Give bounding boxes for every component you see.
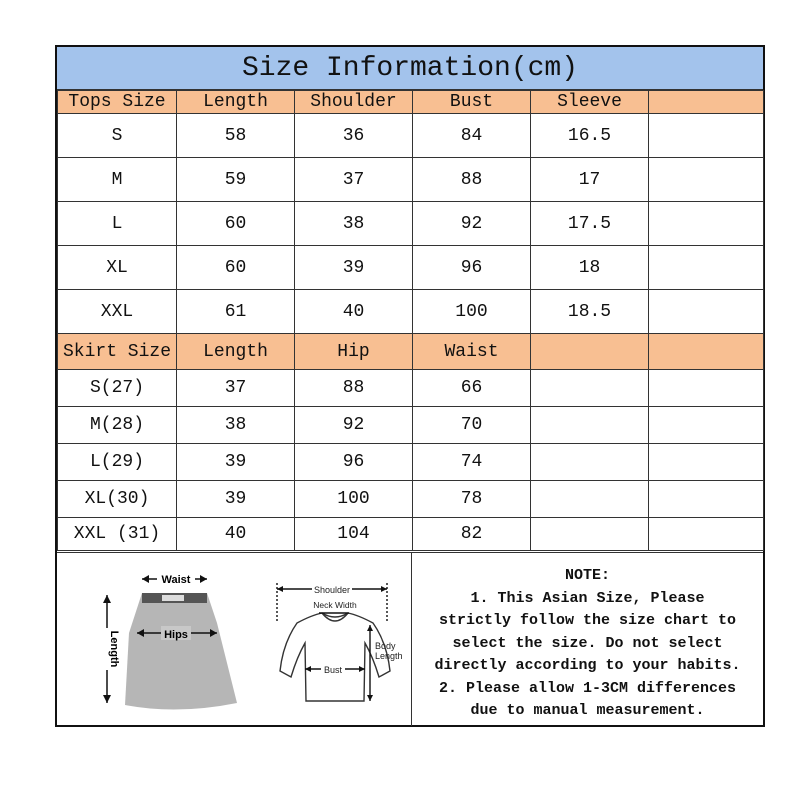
note-line: 2. Please allow 1-3CM differences [438, 679, 737, 697]
table-cell: XXL (31) [58, 518, 177, 551]
neck-width-label: Neck Width [313, 600, 357, 610]
header-cell: Hip [295, 334, 413, 370]
skirt-illustration [100, 571, 237, 710]
size-chart [55, 45, 765, 727]
length-label: Length [108, 630, 120, 668]
header-cell: Bust [413, 91, 531, 114]
table-cell: S(27) [58, 370, 177, 407]
table-cell: 66 [413, 370, 531, 407]
table-cell: M(28) [58, 407, 177, 444]
table-cell: 70 [413, 407, 531, 444]
table-cell: L(29) [58, 444, 177, 481]
skirt-row [58, 481, 764, 518]
skirt-row [58, 444, 764, 481]
tops-row [58, 158, 764, 202]
table-cell [531, 370, 649, 407]
table-cell: 58 [177, 114, 295, 158]
tops-header-row [58, 91, 764, 114]
header-cell: Waist [413, 334, 531, 370]
measurement-illustration [57, 553, 411, 726]
table-cell: M [58, 158, 177, 202]
table-cell: 18 [531, 246, 649, 290]
table-cell [649, 370, 764, 407]
table-cell: 59 [177, 158, 295, 202]
skirt-row [58, 518, 764, 551]
tops-row [58, 290, 764, 334]
table-cell: 96 [295, 444, 413, 481]
note-line: select the size. Do not select [452, 634, 723, 652]
header-cell: Shoulder [295, 91, 413, 114]
table-cell: 37 [295, 158, 413, 202]
table-cell: 82 [413, 518, 531, 551]
table-cell: 61 [177, 290, 295, 334]
table-cell: L [58, 202, 177, 246]
table-cell: 60 [177, 246, 295, 290]
table-cell: XL(30) [58, 481, 177, 518]
info-section [57, 552, 763, 726]
size-table [57, 90, 764, 551]
table-cell: XXL [58, 290, 177, 334]
table-cell: 39 [177, 444, 295, 481]
hips-label: Hips [164, 629, 188, 641]
tops-row [58, 246, 764, 290]
table-cell [649, 407, 764, 444]
table-cell: XL [58, 246, 177, 290]
table-cell: 37 [177, 370, 295, 407]
header-cell [531, 334, 649, 370]
table-cell [649, 444, 764, 481]
table-cell: 104 [295, 518, 413, 551]
table-cell: 36 [295, 114, 413, 158]
table-cell: 39 [295, 246, 413, 290]
note-heading: NOTE: [564, 567, 610, 584]
table-cell: 78 [413, 481, 531, 518]
table-cell: 92 [413, 202, 531, 246]
skirt-row [58, 407, 764, 444]
table-cell [649, 290, 764, 334]
header-cell: Sleeve [531, 91, 649, 114]
shoulder-label: Shoulder [313, 585, 351, 595]
table-cell: 18.5 [531, 290, 649, 334]
header-cell: Length [177, 91, 295, 114]
tops-row [58, 202, 764, 246]
table-cell: 88 [295, 370, 413, 407]
chart-title: Size Information(cm) [57, 47, 763, 90]
skirt-header-row [58, 334, 764, 370]
table-cell: 38 [177, 407, 295, 444]
table-cell: 84 [413, 114, 531, 158]
table-cell [531, 407, 649, 444]
table-cell: 40 [295, 290, 413, 334]
table-cell: 38 [295, 202, 413, 246]
header-cell: Skirt Size [58, 334, 177, 370]
table-cell: 39 [177, 481, 295, 518]
table-cell: S [58, 114, 177, 158]
table-cell: 17 [531, 158, 649, 202]
table-cell [649, 481, 764, 518]
note-line: strictly follow the size chart to [438, 612, 737, 629]
body-label: Body [375, 641, 396, 651]
table-cell [531, 481, 649, 518]
table-cell: 96 [413, 246, 531, 290]
table-cell [649, 202, 764, 246]
bust-label: Bust [323, 665, 343, 675]
table-cell [531, 444, 649, 481]
table-cell: 17.5 [531, 202, 649, 246]
note-line: due to manual measurement. [470, 702, 705, 719]
table-cell: 40 [177, 518, 295, 551]
body-length-label: Length [375, 651, 403, 661]
skirt-row [58, 370, 764, 407]
table-cell: 60 [177, 202, 295, 246]
header-cell [649, 334, 764, 370]
table-cell: 74 [413, 444, 531, 481]
header-cell: Tops Size [58, 91, 177, 114]
table-cell [531, 518, 649, 551]
note-box [412, 565, 763, 723]
table-cell: 100 [295, 481, 413, 518]
table-cell [649, 114, 764, 158]
header-cell [649, 91, 764, 114]
table-cell: 16.5 [531, 114, 649, 158]
table-cell [649, 158, 764, 202]
table-cell: 88 [413, 158, 531, 202]
table-cell [649, 246, 764, 290]
table-cell [649, 518, 764, 551]
waist-label: Waist [161, 574, 191, 586]
tops-row [58, 114, 764, 158]
table-cell: 100 [413, 290, 531, 334]
measurement-diagram [57, 553, 412, 726]
note-line: 1. This Asian Size, Please [470, 589, 705, 607]
table-cell: 92 [295, 407, 413, 444]
header-cell: Length [177, 334, 295, 370]
note-line: directly according to your habits. [434, 657, 741, 674]
